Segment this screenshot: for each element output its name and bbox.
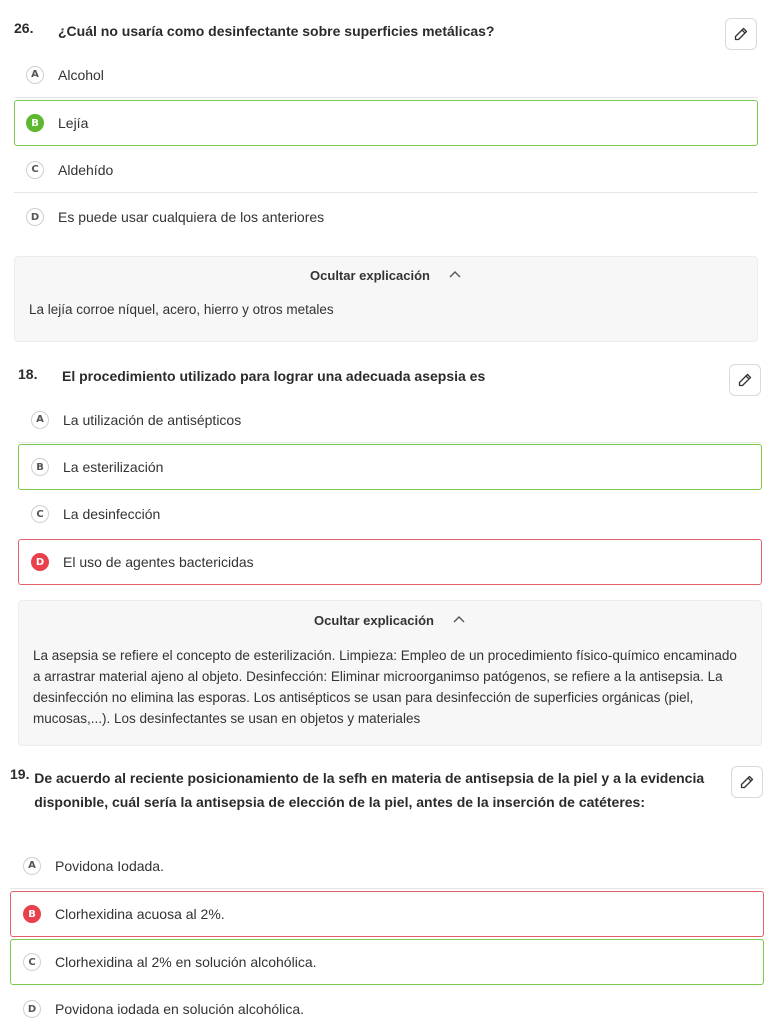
option-a[interactable]	[14, 52, 758, 98]
question-header	[14, 20, 704, 42]
option-text: La utilización de antisépticos	[63, 411, 242, 428]
option-c[interactable]	[18, 491, 762, 537]
option-letter: C	[23, 953, 41, 971]
option-a[interactable]	[10, 843, 764, 889]
edit-button[interactable]	[731, 766, 763, 798]
toggle-label: Ocultar explicación	[310, 267, 430, 283]
pencil-icon	[737, 372, 753, 388]
option-d[interactable]	[14, 194, 758, 240]
option-text: Alcohol	[58, 66, 104, 83]
option-d-wrong[interactable]	[18, 539, 762, 585]
option-letter: D	[26, 208, 44, 226]
option-c-correct[interactable]	[10, 939, 764, 985]
option-letter: A	[31, 411, 49, 429]
option-text: Clorhexidina acuosa al 2%.	[55, 906, 225, 922]
option-text: Povidona iodada en solución alcohólica.	[55, 1001, 305, 1017]
explanation-text: La asepsia se refiere el concepto de esterilización. Limpieza: Empleo de un procedimiento físico-químico encaminado a arrastrar material ajeno al objeto. Desinfección: Eliminar microorganimso patógenos, se refiere a la antisepsia. La desinfección no elimina las esporas. Los antisépticos se usan para desinfección de superficies orgánicas (piel, mucosas,...). Los desinfectantes se usan en objetos y materiales	[33, 648, 737, 726]
option-text: Clorhexidina al 2% en solución alcohólica.	[55, 954, 317, 970]
question-text: ¿Cuál no usaría como desinfectante sobre superficies metálicas?	[58, 23, 495, 39]
option-letter: D	[31, 553, 49, 571]
edit-button[interactable]	[725, 18, 757, 50]
option-text: Povidona Iodada.	[55, 857, 164, 874]
option-letter: B	[23, 905, 41, 923]
explanation-panel	[18, 600, 762, 746]
option-d[interactable]	[10, 986, 764, 1032]
option-text: Lejía	[58, 115, 89, 131]
question-number: 18.	[18, 366, 38, 382]
toggle-label: Ocultar explicación	[314, 612, 434, 628]
pencil-icon	[733, 26, 749, 42]
question-number: 19.	[10, 766, 30, 782]
option-letter: C	[31, 505, 49, 523]
option-letter: D	[23, 1000, 41, 1018]
hide-explanation-toggle[interactable]	[19, 601, 761, 639]
explanation-panel	[14, 256, 758, 342]
option-b-correct[interactable]	[14, 100, 758, 146]
explanation-text: La lejía corroe níquel, acero, hierro y otros metales	[29, 302, 334, 317]
edit-button[interactable]	[729, 364, 761, 396]
question-header	[18, 366, 708, 386]
option-text: La esterilización	[63, 459, 164, 475]
option-letter: A	[26, 66, 44, 84]
pencil-icon	[739, 774, 755, 790]
option-text: Aldehído	[58, 161, 114, 178]
question-text: El procedimiento utilizado para lograr una adecuada asepsia es	[62, 368, 486, 384]
hide-explanation-toggle[interactable]	[15, 257, 757, 293]
question-header	[10, 766, 710, 814]
question-number: 26.	[14, 20, 34, 36]
option-c[interactable]	[14, 147, 758, 193]
option-a[interactable]	[18, 397, 762, 443]
option-text: El uso de agentes bactericidas	[63, 554, 254, 570]
option-b-correct[interactable]	[18, 444, 762, 490]
option-letter: C	[26, 161, 44, 179]
chevron-up-icon	[452, 613, 466, 627]
option-b-wrong[interactable]	[10, 891, 764, 937]
option-letter: B	[31, 458, 49, 476]
option-letter: A	[23, 857, 41, 875]
option-text: Es puede usar cualquiera de los anteriores	[58, 209, 325, 225]
chevron-up-icon	[448, 268, 462, 282]
option-letter: B	[26, 114, 44, 132]
option-text: La desinfección	[63, 506, 161, 522]
question-text: De acuerdo al reciente posicionamiento de la sefh en materia de antisepsia de la piel y a la evidencia disponible, cuál sería la antisepsia de elección de la piel, antes de la inserción de catéteres:	[34, 770, 705, 810]
